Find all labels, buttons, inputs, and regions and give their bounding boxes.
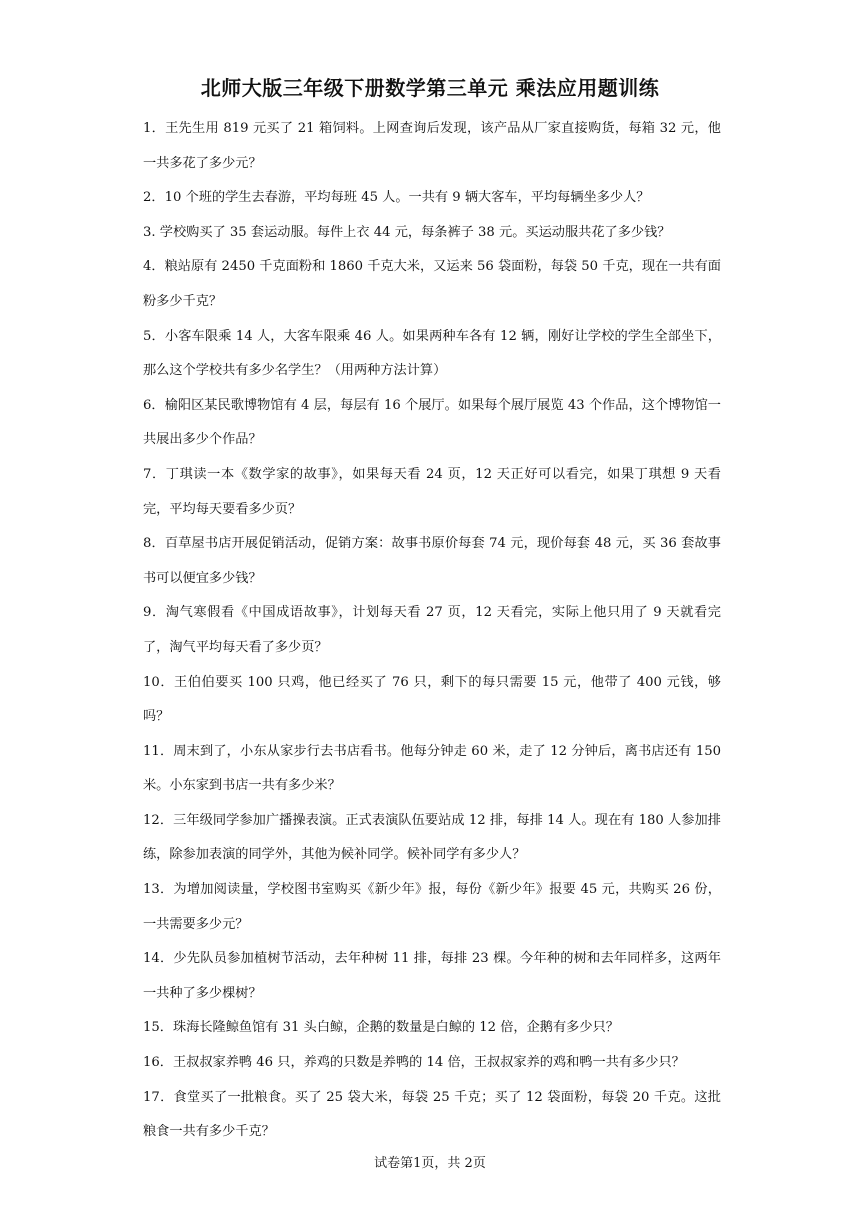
question-list — [143, 112, 721, 1150]
question-4: 4．粮站原有 2450 千克面粉和 1860 千克大米，又运来 56 袋面粉，每袋 50 千克，现在一共有面粉多少千克？ — [143, 259, 721, 309]
question-17: 17．食堂买了一批粮食。买了 25 袋大米，每袋 25 千克；买了 12 袋面粉，每袋 20 千克。这批粮食一共有多少千克？ — [143, 1089, 721, 1140]
question-16: 16．王叔叔家养鸭 46 只，养鸡的只数是养鸭的 14 倍，王叔叔家养的鸡和鸭一共有多少只？ — [143, 1055, 685, 1071]
question-10: 10．王伯伯要买 100 只鸡，他已经买了 76 只，剩下的每只需要 15 元，他带了 400 元钱，够吗？ — [143, 674, 721, 725]
question-12: 12．三年级同学参加广播操表演。正式表演队伍要站成 12 排，每排 14 人。现在有 180 人参加排练，除参加表演的同学外，其他为候补同学。候补同学有多少人？ — [143, 812, 721, 863]
question-2: 2．10 个班的学生去春游，平均每班 45 人。一共有 9 辆大客车，平均每辆坐多少人？ — [143, 190, 650, 206]
question-15: 15．珠海长隆鲸鱼馆有 31 头白鲸，企鹅的数量是白鲸的 12 倍，企鹅有多少只？ — [143, 1020, 619, 1036]
question-8: 8．百草屋书店开展促销活动，促销方案：故事书原价每套 74 元，现价每套 48 元，买 36 套故事书可以便宜多少钱？ — [143, 536, 721, 586]
page-footer: 试卷第1页，共 2页 — [374, 1156, 486, 1171]
question-11: 11．周末到了，小东从家步行去书店看书。他每分钟走 60 米，走了 12 分钟后，离书店还有 150 米。小东家到书店一共有多少米？ — [143, 743, 721, 794]
question-3: 3. 学校购买了 35 套运动服。每件上衣 44 元，每条裤子 38 元。买运动服共花了多少钱？ — [143, 224, 671, 240]
question-7: 7．丁琪读一本《数学家的故事》，如果每天看 24 页，12 天正好可以看完，如果丁琪想 9 天看完，平均每天要看多少页？ — [143, 466, 721, 517]
question-6: 6．榆阳区某民歌博物馆有 4 层，每层有 16 个展厅。如果每个展厅展览 43 个作品，这个博物馆一共展出多少个作品？ — [143, 397, 721, 448]
question-1: 1．王先生用 819 元买了 21 箱饲料。上网查询后发现，该产品从厂家直接购货，每箱 32 元，他一共多花了多少元？ — [143, 121, 721, 171]
question-14: 14．少先队员参加植树节活动，去年种树 11 排，每排 23 棵。今年种的树和去年同样多，这两年一共种了多少棵树？ — [143, 951, 721, 1001]
question-13: 13．为增加阅读量，学校图书室购买《新少年》报，每份《新少年》报要 45 元，共购买 26 份，一共需要多少元？ — [143, 882, 721, 932]
question-5: 5．小客车限乘 14 人，大客车限乘 46 人。如果两种车各有 12 辆，刚好让学校的学生全部坐下，那么这个学校共有多少名学生？（用两种方法计算） — [143, 328, 721, 379]
question-9: 9．淘气寒假看《中国成语故事》，计划每天看 27 页，12 天看完，实际上他只用了 9 天就看完了，淘气平均每天看了多少页？ — [143, 605, 721, 655]
page-title: 北师大版三年级下册数学第三单元 乘法应用题训练 — [200, 76, 660, 100]
